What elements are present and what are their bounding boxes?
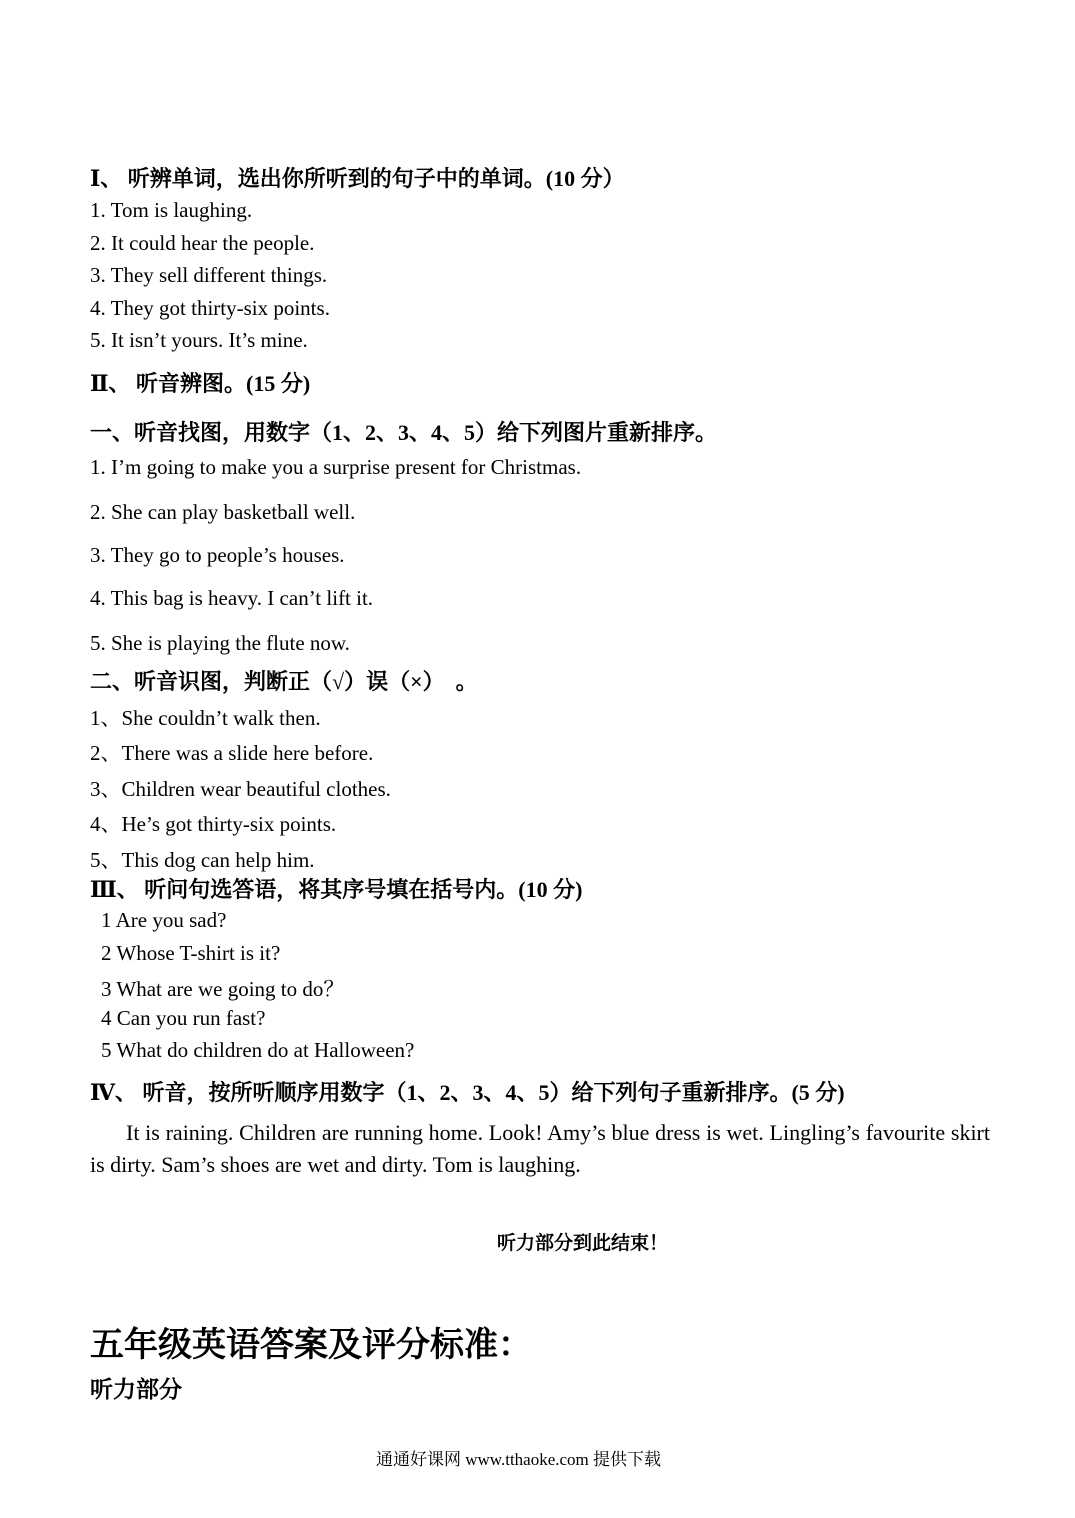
section-1-item-1: 1. Tom is laughing. [90, 198, 253, 222]
section-1-item-3: 3. They sell different things. [90, 263, 328, 287]
section-3-item-5: 5 What do children do at Halloween? [101, 1038, 415, 1062]
part-2-item-3: 3、Children wear beautiful clothes. [90, 777, 391, 801]
part-2-item-4: 4、He’s got thirty-six points. [90, 812, 337, 836]
part-1-item-3: 3. They go to people’s houses. [90, 543, 345, 567]
page-footer: 通通好课网 www.tthaoke.com 提供下载 [376, 1450, 662, 1469]
part-2-item-1: 1、She couldn’t walk then. [90, 706, 321, 730]
part-1-item-1: 1. I’m going to make you a surprise present for Christmas. [90, 455, 582, 479]
part-1-heading: 一、听音找图，用数字（1、2、3、4、5）给下列图片重新排序。 [90, 420, 718, 445]
end-note: 听力部分到此结束！ [497, 1233, 669, 1254]
part-2-item-5: 5、This dog can help him. [90, 848, 315, 872]
section-3-item-4: 4 Can you run fast? [101, 1006, 266, 1030]
part-1-item-5: 5. She is playing the flute now. [90, 631, 350, 655]
section-3-item-3: 3 What are we going to do？ [101, 977, 345, 1001]
section-4-paragraph: It is raining. Children are running home. Look! Amy’s blue dress is wet. Lingling’s favourite skirt is dirty. Sam’s shoes are wet and dirty. Tom is laughing. [90, 1120, 990, 1177]
section-4-heading: Ⅳ、 听音，按所听顺序用数字（1、2、3、4、5）给下列句子重新排序。(5 分) [90, 1080, 845, 1105]
section-3-item-1: 1 Are you sad? [101, 908, 227, 932]
section-3-heading: Ⅲ、 听问句选答语，将其序号填在括号内。(10 分) [90, 877, 583, 902]
answer-subtitle: 听力部分 [90, 1377, 182, 1402]
part-2-heading: 二、听音识图，判断正（√）误（×） 。 [90, 669, 478, 694]
part-2-item-2: 2、There was a slide here before. [90, 741, 374, 765]
section-1-item-5: 5. It isn’t yours. It’s mine. [90, 328, 308, 352]
section-1-item-2: 2. It could hear the people. [90, 231, 315, 255]
part-1-item-2: 2. She can play basketball well. [90, 500, 356, 524]
answer-title: 五年级英语答案及评分标准： [90, 1327, 532, 1364]
section-2-heading: Ⅱ、 听音辨图。(15 分) [90, 371, 311, 396]
section-1-heading: Ⅰ、 听辨单词，选出你所听到的句子中的单词。(10 分） [90, 166, 625, 191]
section-1-item-4: 4. They got thirty-six points. [90, 296, 330, 320]
part-1-item-4: 4. This bag is heavy. I can’t lift it. [90, 586, 374, 610]
section-3-item-2: 2 Whose T-shirt is it? [101, 941, 281, 965]
